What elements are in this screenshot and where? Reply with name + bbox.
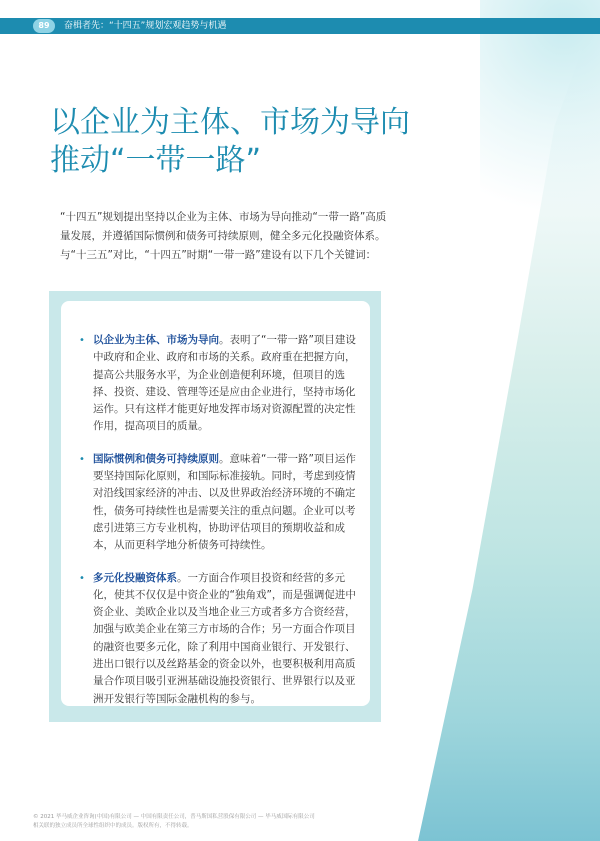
footer-line1: © 2021 毕马威企业咨询(中国)有限公司 — 中国有限责任公司，普马斯国私营股保有限公司 — 毕马威国际有限公司 [33,814,315,820]
bullet-dot-icon: • [79,572,85,584]
footer-copyright [33,813,363,831]
intro-paragraph: “十四五”规划提出坚持以企业为主体、市场为导向推动“一带一路”高质量发展，并遵循国际惯例和债务可持续原则，健全多元化投融资体系。与“十三五”对比，“十四五”时期“一带一路”建设有以下几个关键词： [60,211,387,261]
page-title [50,104,410,180]
list-item [79,570,364,708]
bullet-heading: 多元化投融资体系 [93,571,177,584]
bullet-heading: 以企业为主体、市场为导向 [93,334,219,346]
bullet-body: 。意味着“一带一路”项目运作要坚持国际化原则，和国际标准接轨。同时，考虑到疫情对沿线国家经济的冲击、以及世界政治经济环境的不确定性，债务可持续性也是需要关注的重点问题。企业可以考虑引进第三方专业机构，协助评估项目的预期收益和成本，从而更科学地分析债务可持续性。 [93,452,356,552]
bullet-dot-icon: • [79,453,85,465]
bullet-heading: 国际惯例和债务可持续原则 [93,452,219,465]
list-item [79,451,364,555]
page-title-line1: 以企业为主体、市场为导向 [50,105,410,140]
page-title-line2: 推动“一带一路” [50,143,262,178]
page-number-badge: 89 [33,19,55,33]
keywords-list [79,332,364,708]
list-item [79,332,364,436]
running-header-title: 奋楫者先：“十四五”规划宏观趋势与机遇 [64,21,227,31]
footer-line2: 相关联的独立成员所全球性组织中的成员。版权所有，不得转载。 [33,823,193,829]
bullet-body: 。一方面合作项目投资和经营的多元化，使其不仅仅是中资企业的“独角戏”，而是强调促进中资企业、美欧企业以及当地企业三方或者多方合资经营，加强与欧美企业在第三方市场的合作；另一方面合作项目的融资也要多元化，除了利用中国商业银行、开发银行、进出口银行以及丝路基金的资金以外，也要积极利用高质量合作项目吸引亚洲基础设施投资银行、世界银行以及亚洲开发银行等国际金融机构的参与。 [93,571,356,705]
bullet-dot-icon: • [79,335,85,346]
bullet-body: 。表明了“一带一路”项目建设中政府和企业、政府和市场的关系。政府重在把握方向，提高公共服务水平，为企业创造便利环境，但项目的选择、投资、建设、管理等还是应由企业进行，坚持市场化运作。只有这样才能更好地发挥市场对资源配置的决定性作用，提高项目的质量。 [93,334,356,433]
decorative-top-glow [480,0,600,260]
